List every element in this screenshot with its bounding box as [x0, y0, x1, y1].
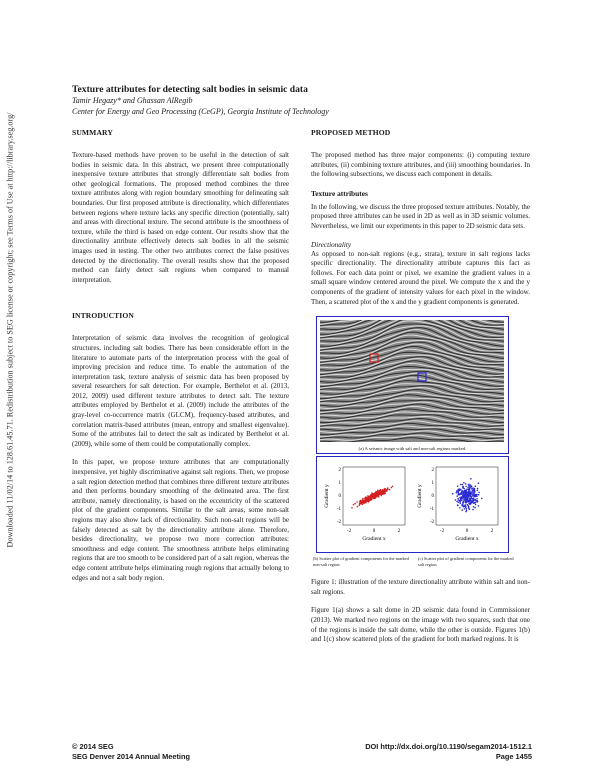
scatter-point — [372, 493, 374, 495]
scatter-point — [351, 507, 353, 509]
scatter-point — [458, 492, 460, 494]
figure-caption: Figure 1: illustration of the texture directionality attribute within salt and non-salt regions. — [311, 578, 530, 596]
footer-meeting: SEG Denver 2014 Annual Meeting — [72, 752, 191, 761]
scatter-point — [452, 493, 454, 495]
scatter-point — [462, 484, 464, 486]
scatter-point — [459, 507, 461, 509]
method-heading: PROPOSED METHOD — [311, 128, 391, 137]
scatter-point — [474, 490, 476, 492]
y-tick-label: 0 — [431, 494, 434, 500]
y-tick-label: 1 — [338, 481, 341, 487]
directionality-heading: Directionality — [311, 240, 352, 249]
right-column — [311, 128, 530, 654]
scatter-point — [473, 498, 475, 500]
scatter-point — [469, 500, 471, 502]
scatter-point — [362, 500, 364, 502]
scatter-point — [470, 496, 472, 498]
scatter-point — [362, 498, 364, 500]
scatter-point — [456, 492, 458, 494]
y-tick-label: 2 — [431, 468, 434, 474]
left-column — [72, 128, 289, 592]
scatter-point — [376, 492, 378, 494]
scatter-point — [356, 501, 358, 503]
scatter-point — [365, 497, 367, 499]
scatter-point — [465, 511, 467, 513]
scatter-point — [460, 484, 462, 486]
footer-copyright: © 2014 SEG — [72, 742, 114, 751]
download-notice: Downloaded 11/02/14 to 128.61.45.71. Redistribution subject to SEG license or copyright; see Terms of Use at http://library.seg.org/ — [5, 112, 15, 548]
scatter-point — [468, 493, 470, 495]
scatter-point — [465, 507, 467, 509]
scatter-point — [469, 488, 471, 490]
scatter-point — [477, 490, 479, 492]
scatter-point — [470, 478, 472, 480]
x-tick-label: 2 — [490, 529, 494, 535]
scatter-point — [460, 496, 462, 498]
intro-heading: INTRODUCTION — [72, 311, 134, 321]
scatter-point — [466, 491, 468, 493]
method-paragraph-2: In the following, we discuss the three proposed texture attributes. Notably, the proposed three attributes can be used in 2D as well as in 3D seismic volumes. Nevertheless, we limit our experiments in this paper to 2D seismic data sets. — [311, 202, 530, 230]
x-tick-label: 0 — [465, 529, 469, 535]
caption-c: (c) Scatter plot of gradient components for the marked salt region. — [418, 556, 514, 568]
scatter-point — [462, 487, 464, 489]
scatter-point — [461, 509, 463, 511]
scatter-point — [476, 498, 478, 500]
scatter-point — [392, 486, 394, 488]
scatter-point — [471, 489, 473, 491]
scatter-point — [463, 482, 465, 484]
scatter-point — [386, 489, 388, 491]
scatter-point — [470, 486, 472, 488]
scatter-point — [463, 501, 465, 503]
scatter-point — [464, 496, 466, 498]
scatter-point — [376, 494, 378, 496]
scatter-point — [475, 486, 477, 488]
scatter-point — [382, 492, 384, 494]
scatter-point — [473, 506, 475, 508]
scatter-point — [457, 498, 459, 500]
x-axis-label: Gradient x — [455, 536, 479, 543]
scatter-point — [467, 497, 469, 499]
scatter-point — [464, 490, 466, 492]
scatter-point — [383, 490, 385, 492]
scatter-point — [460, 493, 462, 495]
scatter-point — [465, 500, 467, 502]
scatter-point — [386, 490, 388, 492]
y-tick-label: -1 — [336, 507, 341, 513]
y-tick-label: 2 — [338, 468, 341, 474]
scatter-point — [460, 503, 462, 505]
scatter-point — [457, 486, 459, 488]
seismic-image-panel — [316, 316, 509, 454]
scatter-point — [464, 508, 466, 510]
footer-page: Page 1455 — [495, 752, 532, 761]
scatter-point — [457, 505, 459, 507]
scatter-point — [475, 494, 477, 496]
scatter-point — [473, 503, 475, 505]
scatter-point — [473, 500, 475, 502]
authors: Tamir Hegazy* and Ghassan AlRegib — [72, 96, 193, 105]
scatter-point — [371, 499, 373, 501]
scatter-point — [470, 503, 472, 505]
y-axis-label: Gradient y — [324, 484, 330, 508]
affiliation: Center for Energy and Geo Processing (CeGP), Georgia Institute of Technology — [72, 107, 329, 116]
scatter-point — [467, 495, 469, 497]
scatter-point — [361, 503, 363, 505]
scatter-point — [456, 495, 458, 497]
scatter-point — [458, 502, 460, 504]
scatter-point — [458, 489, 460, 491]
scatter-point — [370, 497, 372, 499]
scatter-point — [364, 501, 366, 503]
scatter-non-salt — [321, 461, 411, 549]
scatter-point — [457, 490, 459, 492]
x-tick-label: 2 — [397, 529, 401, 535]
scatter-point — [359, 501, 361, 503]
x-tick-label: -2 — [346, 529, 352, 535]
scatter-point — [375, 493, 377, 495]
scatter-point — [458, 494, 460, 496]
scatter-point — [382, 494, 384, 496]
scatter-point — [458, 499, 460, 501]
scatter-point — [354, 503, 356, 505]
y-tick-label: -1 — [429, 507, 434, 513]
scatter-point — [467, 487, 469, 489]
scatter-point — [478, 492, 480, 494]
y-tick-label: -2 — [429, 520, 434, 526]
scatter-point — [467, 501, 469, 503]
figure-1 — [311, 316, 530, 568]
scatter-point — [462, 505, 464, 507]
caption-b: (b) Scatter plot of gradient components for the marked non-salt region. — [313, 556, 409, 568]
scatter-point — [477, 488, 479, 490]
scatter-point — [470, 485, 472, 487]
summary-text: Texture-based methods have proven to be useful in the detection of salt bodies in seismic data. In this abstract, we present three computationally inexpensive texture attributes that strongly differentiate salt bodies from other geological formations. The proposed method combines the three texture attributes along with region boundary smoothing for delineating salt boundaries. Our first proposed attribute is directionality, which differentiates between regions where texture lacks any specific direction (potentially, salt) and areas with directional texture. The second attribute is the smoothness of texture, while the third is based on edge content. Our results show that the directionality attribute effectively detects salt bodies in all the seismic images used in testing. The other two attributes correct the false positives detected by the directionality. The overall results show that the proposed method can fairly detect salt regions when compared to manual interpretation. — [72, 151, 289, 284]
scatter-point — [478, 505, 480, 507]
x-axis-label: Gradient x — [362, 536, 386, 543]
scatter-point — [471, 501, 473, 503]
x-tick-label: 0 — [372, 529, 376, 535]
scatter-point — [389, 489, 391, 491]
intro-paragraph-1: Interpretation of seismic data involves the recognition of geological structures, including salt bodies. There has been considerable effort in the literature to automate parts of the interpretation process with the goal of improving precision and reduce time. To enable the automation of the interpretation task, texture analysis of seismic data has been proposed by several researchers for salt detection. For example, Berthelot et al. (2013, 2012, 2009) used different texture attributes to detect salt. The texture attributes employed by Berthelot et al. (2009) include the attributes of the gray-level co-occurrence matrix (GLCM), frequency-based attributes, and correlation matrix-based attributes (mean, entropy and smallest eigenvalue). Some of the attributes fail to detect the salt as indicated by Berthelot et al. (2009), while some of them could be computationally complex. — [72, 334, 289, 448]
scatter-salt — [414, 461, 504, 549]
scatter-point — [460, 499, 462, 501]
scatter-point — [456, 501, 458, 503]
scatter-point — [478, 483, 480, 485]
scatter-point — [377, 490, 379, 492]
scatter-point — [467, 504, 469, 506]
scatter-point — [468, 507, 470, 509]
scatter-point — [470, 492, 472, 494]
intro-paragraph-2: In this paper, we propose texture attributes that are computationally inexpensive, yet highly discriminative against salt regions. Then, we propose a salt region detection method that combines three different texture attributes and then performs boundary smoothing of the delineated area. The first attribute, namely directionality, is based on the eccentricity of the scattered plot of the gradient components. Similar to the salt areas, some non-salt regions may also show lack of directionality. Such non-salt regions will be falsely detected as salt by the directionality attribute alone. Therefore, besides directionality, we propose two more correction attributes: smoothness and edge content. The smoothness attribute helps eliminating regions that are too smooth to be considered part of a salt region, whereas the edge content attribute helps eliminating rough regions that actually belong to edges and not a salt body region. — [72, 458, 289, 582]
y-axis-label: Gradient y — [417, 484, 423, 508]
scatter-point — [481, 498, 483, 500]
method-paragraph-3: As opposed to non-salt regions (e.g., strata), texture in salt regions lacks specific directionality. The directionality attribute captures this fact as follows. For each data point or pixel, we examine the gradient values in a small square window centered around the pixel. We compute the x and the y components of the gradient of intensity values for each pixel in the window. Then, a scattered plot of the x and the y gradient components is generated. — [311, 249, 530, 306]
scatter-point — [367, 501, 369, 503]
scatter-point — [472, 494, 474, 496]
scatter-point — [371, 495, 373, 497]
scatter-point — [472, 487, 474, 489]
paper-title: Texture attributes for detecting salt bodies in seismic data — [72, 84, 308, 95]
y-tick-label: 1 — [431, 481, 434, 487]
scatter-point — [474, 500, 476, 502]
summary-heading: SUMMARY — [72, 128, 113, 137]
scatter-point — [475, 504, 477, 506]
method-paragraph-1: The proposed method has three major components: (i) computing texture attributes, (ii) combining texture attributes, and (iii) smoothing boundaries. In the following subsections, we discuss each component in details. — [311, 151, 530, 179]
scatter-point — [378, 491, 380, 493]
scatter-point — [391, 487, 393, 489]
scatter-point — [474, 507, 476, 509]
scatter-point — [379, 492, 381, 494]
y-tick-label: 0 — [338, 494, 341, 500]
scatter-point — [478, 494, 480, 496]
scatter-point — [353, 504, 355, 506]
scatter-point — [472, 509, 474, 511]
scatter-point — [461, 490, 463, 492]
scatter-point — [459, 489, 461, 491]
y-tick-label: -2 — [336, 520, 341, 526]
x-tick-label: -2 — [439, 529, 445, 535]
footer-doi: DOI http://dx.doi.org/10.1190/segam2014-1512.1 — [365, 742, 532, 751]
scatter-point — [365, 499, 367, 501]
scatter-point — [455, 499, 457, 501]
caption-a: (a) A seismic image with salt and non-salt regions marked. — [358, 446, 467, 452]
scatter-panel — [316, 456, 509, 553]
scatter-point — [465, 486, 467, 488]
scatter-point — [469, 509, 471, 511]
seismic-image — [320, 320, 504, 442]
scatter-point — [368, 498, 370, 500]
scatter-point — [466, 508, 468, 510]
scatter-point — [357, 506, 359, 508]
scatter-point — [369, 499, 371, 501]
after-figure-paragraph: Figure 1(a) shows a salt dome in 2D seismic data found in Commissioner (2013). We marked two regions on the image with two squares, such that one of the regions is inside the salt dome, while the other is outside. Figures 1(b) and 1(c) show scattered plots of the gradient for both marked regions. It is — [311, 606, 530, 644]
scatter-point — [462, 502, 464, 504]
scatter-point — [373, 495, 375, 497]
scatter-point — [460, 500, 462, 502]
texture-attributes-heading: Texture attributes — [311, 188, 368, 198]
scatter-point — [462, 494, 464, 496]
scatter-point — [476, 500, 478, 502]
scatter-point — [465, 483, 467, 485]
